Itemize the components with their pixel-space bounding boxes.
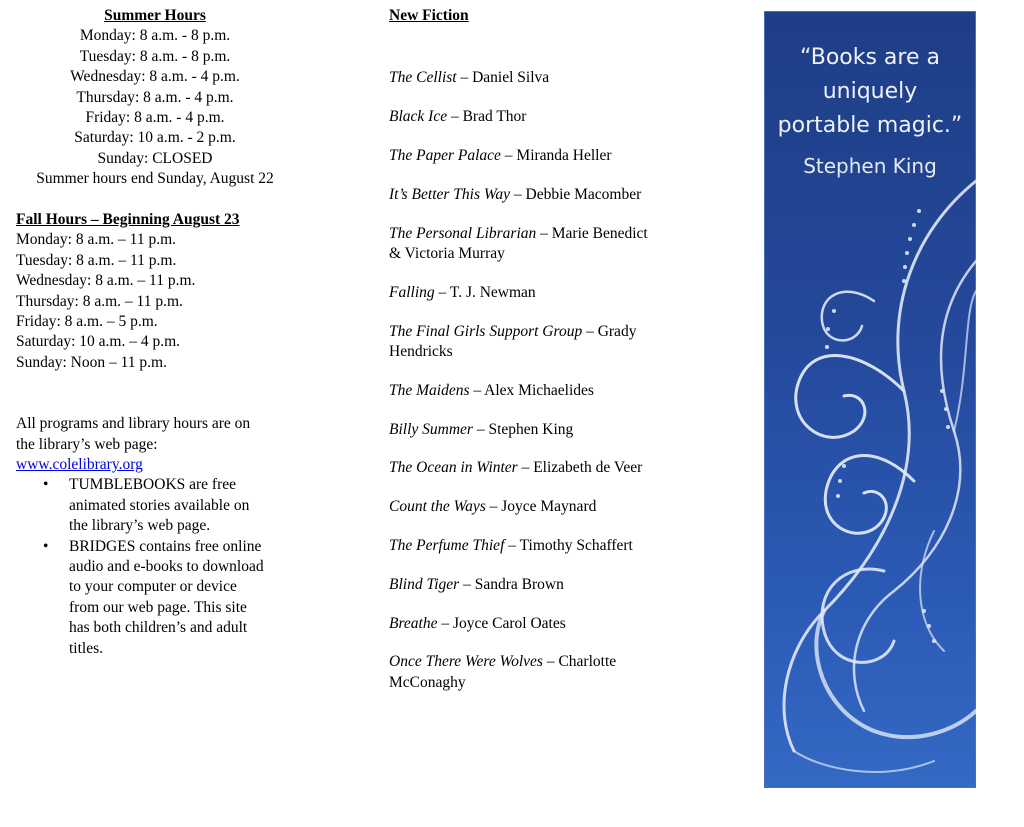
book-entry: Blind Tiger – Sandra Brown — [389, 575, 564, 593]
book-title: Black Ice — [389, 108, 448, 126]
fall-hours-line: Friday: 8 a.m. – 5 p.m. — [16, 313, 158, 331]
summer-hours-line: Sunday: CLOSED — [97, 149, 213, 167]
fall-hours-line: Monday: 8 a.m. – 11 p.m. — [16, 231, 177, 249]
book-author: Stephen King — [488, 420, 574, 438]
summer-hours-line: Friday: 8 a.m. - 4 p.m. — [85, 109, 225, 127]
library-website-link[interactable]: www.colelibrary.org — [16, 455, 143, 473]
book-entry: Falling – T. J. Newman — [389, 283, 536, 301]
hours-column — [16, 6, 294, 659]
book-title: Breathe — [389, 614, 438, 632]
book-author: Brad Thor — [462, 108, 527, 126]
book-entry: The Paper Palace – Miranda Heller — [389, 147, 612, 164]
fall-hours-line: Tuesday: 8 a.m. – 11 p.m. — [16, 251, 177, 269]
list-item-tumblebooks: • TUMBLEBOOKS are free animated stories available on the library’s web page. — [69, 475, 294, 536]
book-author: Miranda Heller — [516, 147, 612, 164]
book-title: The Ocean in Winter — [389, 459, 518, 477]
list-item-bridges: • BRIDGES contains free online audio and e-books to download to your computer or device from our web page. This site has both children’s and adult titles. — [69, 537, 294, 659]
book-author: Debbie Macomber — [525, 185, 642, 203]
book-author: Grady Hendricks — [389, 322, 637, 360]
info-text: All programs and library hours are on — [16, 415, 251, 433]
summer-hours-note: Summer hours end Sunday, August 22 — [36, 170, 274, 188]
book-entry: The Maidens – Alex Michaelides — [389, 381, 594, 399]
library-info — [16, 414, 294, 659]
book-author: Joyce Maynard — [501, 498, 597, 516]
quote-author: Stephen King — [803, 154, 937, 178]
book-entry: Count the Ways – Joyce Maynard — [389, 498, 597, 516]
book-title: Blind Tiger — [389, 575, 460, 593]
book-entry: Once There Were Wolves – Charlotte McConaghy — [389, 653, 617, 691]
book-title: The Paper Palace — [389, 147, 501, 164]
book-entry: The Personal Librarian – Marie Benedict & Victoria Murray — [389, 224, 648, 262]
book-author: Timothy Schaffert — [519, 536, 633, 554]
summer-hours-line: Wednesday: 8 a.m. - 4 p.m. — [70, 68, 240, 86]
quote-line: uniquely — [822, 79, 918, 104]
summer-hours-line: Saturday: 10 a.m. - 2 p.m. — [74, 129, 236, 147]
book-title: The Personal Librarian — [389, 224, 537, 242]
book-title: Count the Ways — [389, 498, 486, 516]
book-entry: The Cellist – Daniel Silva — [389, 69, 550, 87]
book-entry: The Perfume Thief – Timothy Schaffert — [389, 536, 633, 554]
quote-line: “Books are a — [800, 45, 940, 70]
fall-hours-line: Saturday: 10 a.m. – 4 p.m. — [16, 333, 181, 351]
book-entry: Billy Summer – Stephen King — [389, 420, 574, 438]
bookmark-panel — [764, 11, 976, 788]
summer-hours — [16, 6, 294, 190]
book-title: Falling — [389, 283, 435, 301]
summer-hours-line: Monday: 8 a.m. - 8 p.m. — [79, 27, 231, 45]
summer-hours-line: Thursday: 8 a.m. - 4 p.m. — [76, 88, 234, 106]
book-title: The Perfume Thief — [389, 536, 505, 554]
book-title: The Maidens — [389, 381, 470, 399]
book-author: Alex Michaelides — [484, 381, 594, 399]
summer-hours-heading: Summer Hours — [104, 7, 206, 24]
book-author: Elizabeth de Veer — [533, 459, 643, 477]
book-author: Joyce Carol Oates — [453, 614, 566, 632]
bookmark-quote — [764, 41, 976, 143]
info-text: the library’s web page: — [16, 435, 158, 453]
book-entry: The Ocean in Winter – Elizabeth de Veer — [389, 459, 643, 477]
resources-list — [16, 475, 294, 659]
book-title: The Final Girls Support Group — [389, 322, 583, 340]
summer-hours-line: Tuesday: 8 a.m. - 8 p.m. — [79, 47, 231, 65]
quote-line: portable magic.” — [777, 113, 963, 138]
fall-hours-line: Wednesday: 8 a.m. – 11 p.m. — [16, 272, 196, 290]
book-title: The Cellist — [389, 69, 457, 87]
new-fiction-heading: New Fiction — [389, 7, 469, 24]
book-author: T. J. Newman — [449, 283, 536, 301]
book-author: Marie Benedict & Victoria Murray — [389, 224, 648, 262]
book-author: Daniel Silva — [472, 69, 550, 87]
book-entry: The Final Girls Support Group – Grady Hendricks — [389, 322, 637, 360]
fall-hours — [16, 210, 294, 373]
book-author: Sandra Brown — [474, 575, 564, 593]
book-title: Once There Were Wolves — [389, 653, 543, 671]
book-entry: It’s Better This Way – Debbie Macomber — [389, 185, 642, 203]
book-entry: Breathe – Joyce Carol Oates — [389, 614, 566, 632]
fall-hours-line: Thursday: 8 a.m. – 11 p.m. — [16, 292, 183, 310]
fall-hours-heading: Fall Hours – Beginning August 23 — [16, 211, 240, 229]
book-author: Charlotte McConaghy — [389, 653, 617, 691]
book-title: It’s Better This Way — [389, 185, 510, 203]
new-fiction-column — [389, 6, 689, 712]
book-entry: Black Ice – Brad Thor — [389, 108, 527, 126]
fall-hours-line: Sunday: Noon – 11 p.m. — [16, 353, 167, 371]
book-title: Billy Summer — [389, 420, 473, 438]
